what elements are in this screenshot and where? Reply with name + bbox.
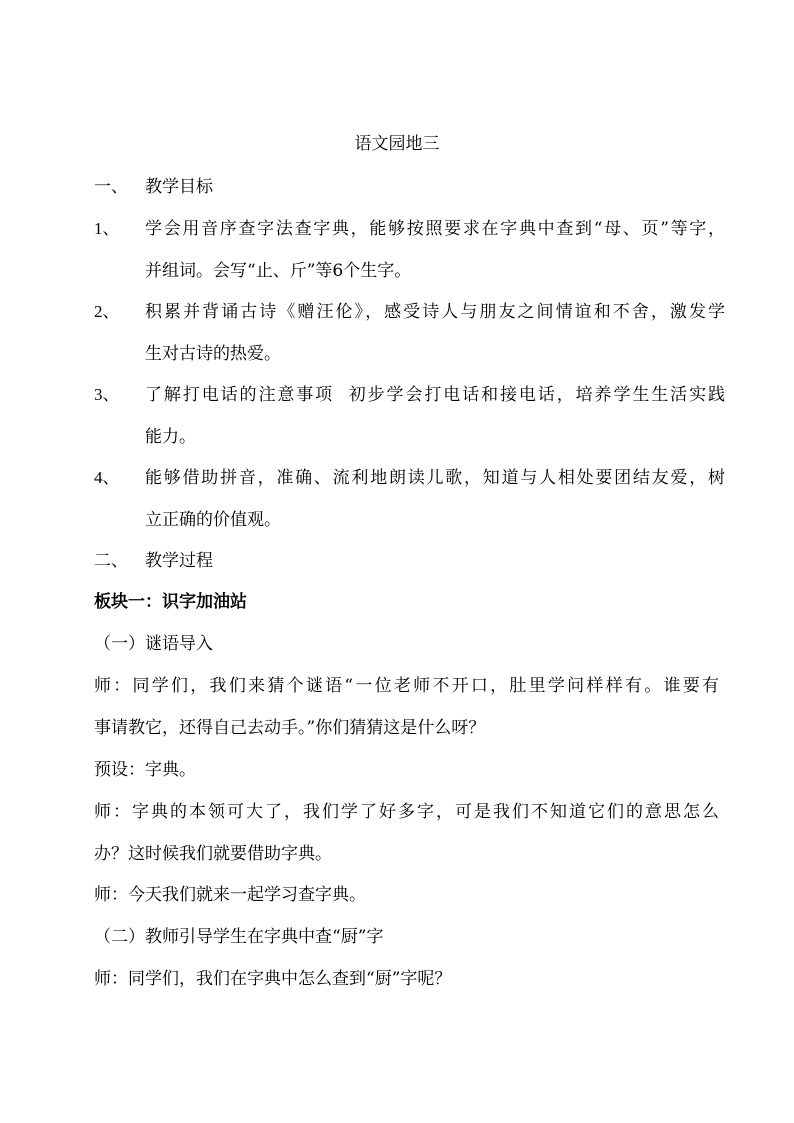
goal-number-4: 4、 <box>94 468 120 487</box>
goal-3-line-2: 能力。 <box>145 427 196 447</box>
goal-3-line-1: 了解打电话的注意事项 初步学会打电话和接电话，培养学生生活实践 <box>145 385 725 405</box>
block-heading-1: 板块一：识字加油站 <box>94 592 247 612</box>
goal-1-line-1: 学会用音序查字法查字典，能够按照要求在字典中查到“母、页”等字， <box>145 219 725 239</box>
goal-number-3: 3、 <box>94 385 120 404</box>
goal-1-line-2: 并组词。会写“止、斤”等6个生字。 <box>145 261 412 281</box>
goal-2-line-1: 积累并背诵古诗《赠汪伦》，感受诗人与朋友之间情谊和不舍，激发学 <box>145 302 725 322</box>
goal-2-line-2: 生对古诗的热爱。 <box>145 344 281 364</box>
paragraph-1-line-2: 事请教它，还得自己去动手。”你们猜猜这是什么呀？ <box>94 718 486 738</box>
paragraph-1-line-1: 师：同学们，我们来猜个谜语“一位老师不开口，肚里学问样样有。谁要有 <box>94 676 719 696</box>
paragraph-4: 师：今天我们就来一起学习查字典。 <box>94 885 366 905</box>
section-number-2: 二、 <box>94 551 128 570</box>
section-number-1: 一、 <box>94 177 128 196</box>
paragraph-2: 预设：字典。 <box>94 760 196 780</box>
paragraph-3-line-1: 师：字典的本领可大了，我们学了好多字，可是我们不知道它们的意思怎么 <box>94 802 719 822</box>
goal-4-line-2: 立正确的价值观。 <box>145 510 281 530</box>
section-heading-goals: 教学目标 <box>145 177 213 197</box>
paragraph-3-line-2: 办？这时候我们就要借助字典。 <box>94 844 332 864</box>
goal-4-line-1: 能够借助拼音，准确、流利地朗读儿歌，知道与人相处要团结友爱，树 <box>145 468 725 488</box>
paragraph-5: 师：同学们，我们在字典中怎么查到“厨”字呢？ <box>94 969 452 989</box>
sub-heading-lookup: （二）教师引导学生在字典中查“厨”字 <box>94 927 384 947</box>
goal-number-2: 2、 <box>94 302 120 321</box>
sub-heading-riddle: （一）谜语导入 <box>94 634 213 654</box>
section-heading-process: 教学过程 <box>145 551 213 571</box>
goal-number-1: 1、 <box>94 219 120 238</box>
page-title: 语文园地三 <box>354 134 440 154</box>
